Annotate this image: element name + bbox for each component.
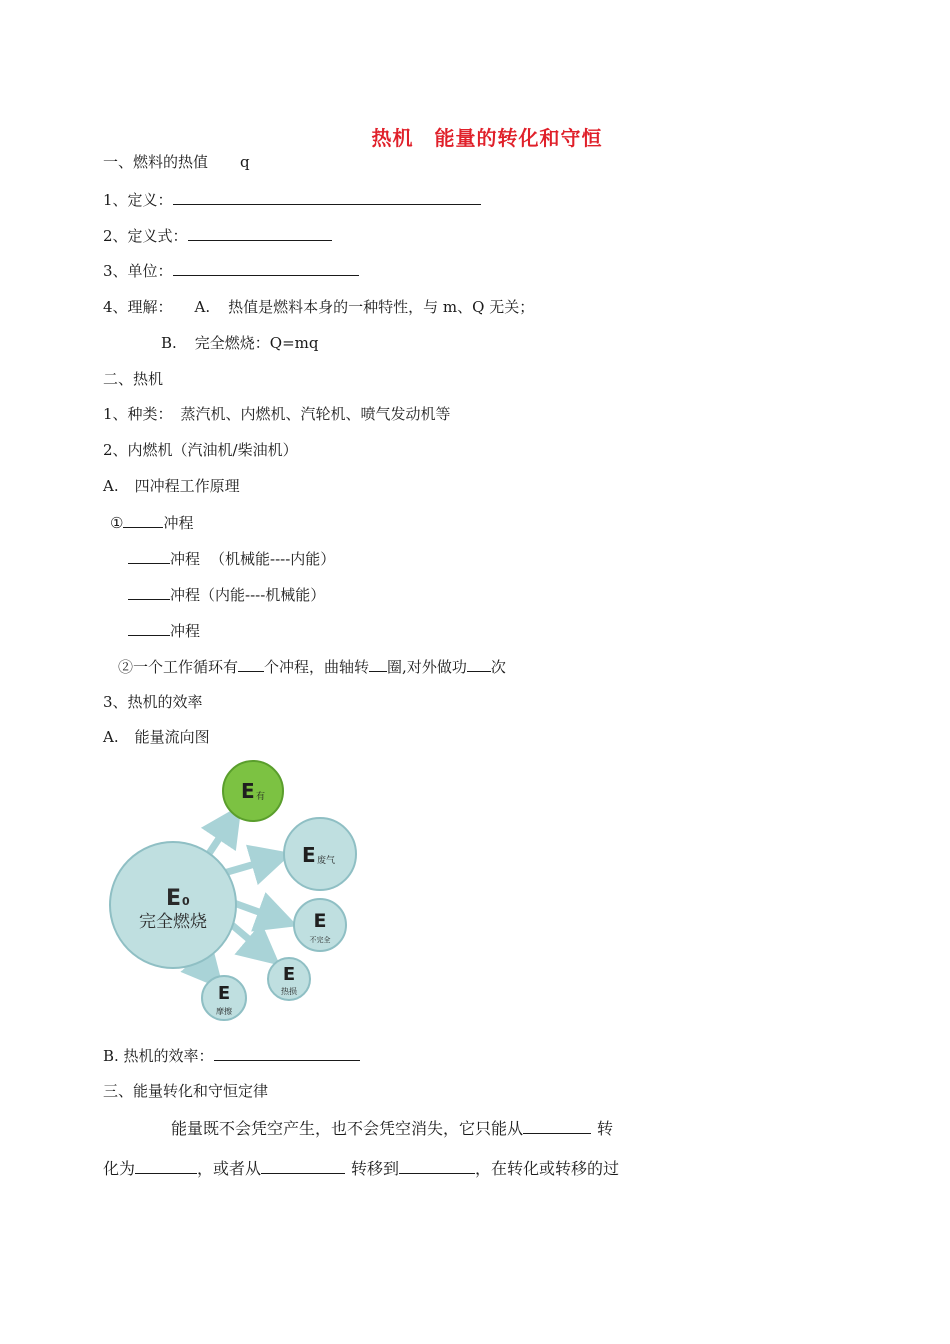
efficiency-label: B. 热机的效率： <box>103 1047 214 1065</box>
cycle-strokes-blank[interactable] <box>238 656 264 672</box>
center-label: 完全燃烧 <box>139 912 207 932</box>
stroke-2-note: （机械能----内能） <box>210 550 336 568</box>
conservation-line-1 <box>171 1118 613 1139</box>
efficiency-heading: 3、热机的效率 <box>103 693 203 711</box>
conservation-blank-3[interactable] <box>261 1158 345 1174</box>
unit-blank[interactable] <box>173 260 359 276</box>
section-1-title: 一、燃料的热值 <box>103 153 209 171</box>
unit-row <box>103 260 359 281</box>
conservation-line-2 <box>103 1158 619 1179</box>
page-title: 热机 能量的转化和守恒 <box>371 126 603 150</box>
cycle-work-blank[interactable] <box>467 656 491 672</box>
circled-number-2: ② <box>118 658 134 676</box>
principle-text: 四冲程工作原理 <box>134 477 240 495</box>
understanding-label: 4、理解： <box>103 298 173 316</box>
heatloss-subscript: 热损 <box>281 987 297 996</box>
formula-label: 2、定义式： <box>103 227 188 245</box>
incomplete-symbol: E <box>313 910 327 932</box>
conservation-text-1a: 能量既不会凭空产生，也不会凭空消失，它只能从 <box>171 1119 524 1138</box>
definition-blank[interactable] <box>173 189 481 205</box>
point-a-text: 热值是燃料本身的一种特性，与 m、Q 无关； <box>228 298 535 316</box>
stroke-4-label: 冲程 <box>170 622 201 640</box>
arrow-to-heatloss <box>232 925 264 952</box>
section-1-heading <box>103 152 250 172</box>
conservation-text-2c: 转移到 <box>351 1159 400 1178</box>
conservation-text-2b: ，或者从 <box>197 1159 262 1178</box>
arrow-to-incomplete <box>234 903 278 919</box>
circled-number-1: ① <box>110 514 124 532</box>
conservation-blank-4[interactable] <box>399 1158 475 1174</box>
stroke-4-blank[interactable] <box>128 620 170 636</box>
cycle-text-a: 一个工作循环有 <box>133 658 239 676</box>
flow-text: 能量流向图 <box>134 728 210 746</box>
conservation-blank-2[interactable] <box>135 1158 197 1174</box>
energy-flow-diagram <box>100 755 370 1025</box>
formula-row <box>103 225 332 246</box>
types-label: 1、种类： <box>103 405 173 423</box>
stroke-2-row <box>128 548 335 569</box>
point-a-letter: A. <box>194 298 211 316</box>
efficiency-blank[interactable] <box>214 1045 360 1061</box>
exhaust-energy-circle <box>284 818 356 890</box>
center-symbol: E <box>166 886 182 911</box>
formula-blank[interactable] <box>188 225 332 241</box>
point-b-text: 完全燃烧：Q=mq <box>194 334 319 352</box>
exhaust-symbol: E <box>302 843 316 867</box>
friction-symbol: E <box>217 983 231 1004</box>
unit-label: 3、单位： <box>103 262 173 280</box>
useful-subscript: 有 <box>256 792 266 802</box>
types-row <box>103 404 451 424</box>
section-3-heading: 三、能量转化和守恒定律 <box>103 1082 269 1100</box>
conservation-text-2d: ，在转化或转移的过 <box>475 1159 620 1178</box>
cycle-turns-blank[interactable] <box>369 656 387 672</box>
arrow-to-useful <box>208 822 230 855</box>
principle-letter: A. <box>103 477 119 495</box>
point-b-row <box>161 333 319 353</box>
types-text: 蒸汽机、内燃机、汽轮机、喷气发动机等 <box>180 405 451 423</box>
ice-heading: 2、内燃机（汽油机/柴油机） <box>103 441 298 459</box>
friction-subscript: 摩擦 <box>216 1007 232 1016</box>
stroke-3-blank[interactable] <box>128 584 170 600</box>
stroke-2-label: 冲程 <box>170 550 201 568</box>
center-subscript: 0 <box>182 895 190 908</box>
conservation-text-1b: 转 <box>597 1119 614 1138</box>
efficiency-row <box>103 1045 360 1066</box>
definition-row <box>103 189 481 210</box>
section-2-heading: 二、热机 <box>103 370 164 388</box>
stroke-3-label: 冲程 <box>170 586 201 604</box>
cycle-text-d: 次 <box>490 658 506 676</box>
cycle-text-c: 圈,对外做功 <box>387 658 467 676</box>
conservation-blank-1[interactable] <box>523 1118 591 1134</box>
flow-row <box>103 727 210 747</box>
incomplete-subscript: 不完全 <box>309 936 331 944</box>
stroke-1-row <box>110 512 193 533</box>
cycle-row <box>118 656 506 677</box>
heat-value-symbol: q <box>240 153 250 171</box>
flow-letter: A. <box>103 728 119 746</box>
point-b-letter: B. <box>161 334 177 352</box>
stroke-3-row <box>128 584 325 605</box>
stroke-1-blank[interactable] <box>123 512 163 528</box>
exhaust-subscript: 废气 <box>317 856 336 866</box>
principle-row <box>103 476 240 496</box>
conservation-text-2a: 化为 <box>103 1159 136 1178</box>
definition-label: 1、定义： <box>103 191 173 209</box>
stroke-2-blank[interactable] <box>128 548 170 564</box>
useful-symbol: E <box>241 779 255 803</box>
stroke-4-row <box>128 620 200 641</box>
heatloss-symbol: E <box>282 964 296 985</box>
cycle-text-b: 个冲程，曲轴转 <box>264 658 370 676</box>
stroke-3-note: （内能----机械能） <box>200 586 326 604</box>
understanding-row <box>103 297 534 317</box>
stroke-1-label: 冲程 <box>163 514 194 532</box>
arrow-to-exhaust <box>224 859 272 873</box>
